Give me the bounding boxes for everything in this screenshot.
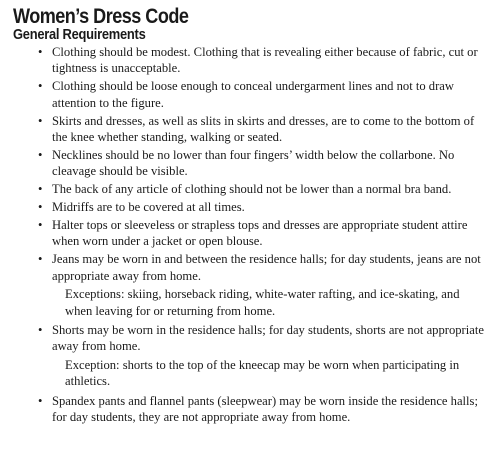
list-item (13, 147, 488, 180)
requirements-list (13, 44, 488, 425)
list-item-text: Skirts and dresses, as well as slits in skirts and dresses, are to come to the bottom of the knee whether standing, walking or seated. (52, 113, 475, 145)
list-item-text: Halter tops or sleeveless or strapless tops and dresses are appropriate student attire when worn under a jacket or open blouse. (52, 218, 468, 249)
list-item-text: Spandex pants and flannel pants (sleepwear) may be worn inside the residence halls; for day students, they are not appropriate away from home. (52, 393, 478, 425)
bullet-icon: • (38, 323, 43, 337)
bullet-icon: • (38, 252, 43, 267)
list-item-text: Clothing should be modest. Clothing that is revealing either because of fabric, cut or tightness is unacceptable. (52, 45, 478, 76)
list-item (13, 199, 488, 215)
exception-note: Exception: shorts to the top of the kneecap may be worn when participating in athletics. (65, 357, 460, 389)
list-item-text: Midriffs are to be covered at all times. (52, 200, 245, 215)
list-item (13, 217, 488, 250)
list-item-text: Shorts may be worn in the residence halls; for day students, shorts are not appropriate away from home. (52, 323, 484, 354)
bullet-icon: • (38, 45, 43, 59)
list-item-text: Jeans may be worn in and between the residence halls; for day students, jeans are not appropriate away from home. (52, 252, 481, 283)
bullet-icon: • (38, 218, 43, 233)
bullet-icon: • (38, 182, 43, 197)
list-item (13, 322, 488, 390)
bullet-icon: • (38, 79, 43, 94)
list-item-text: The back of any article of clothing should not be lower than a normal bra band. (52, 182, 452, 197)
list-item (13, 44, 488, 77)
bullet-icon: • (38, 147, 43, 162)
list-item (13, 181, 488, 197)
list-item (13, 113, 488, 146)
list-item (13, 393, 488, 426)
list-item (13, 78, 488, 111)
list-item-text: Necklines should be no lower than four fingers’ width below the collarbone. No cleavage should be visible. (52, 147, 455, 179)
bullet-icon: • (38, 113, 43, 128)
section-subtitle: General Requirements (13, 26, 146, 43)
bullet-icon: • (38, 200, 43, 215)
list-item-text: Clothing should be loose enough to conceal undergarment lines and not to draw attention to the figure. (52, 79, 454, 110)
bullet-icon: • (38, 393, 43, 408)
exception-note: Exceptions: skiing, horseback riding, white-water rafting, and ice-skating, and when leaving for or returning from home. (65, 287, 460, 318)
list-item (13, 251, 488, 319)
document-title: Women’s Dress Code (13, 5, 189, 28)
